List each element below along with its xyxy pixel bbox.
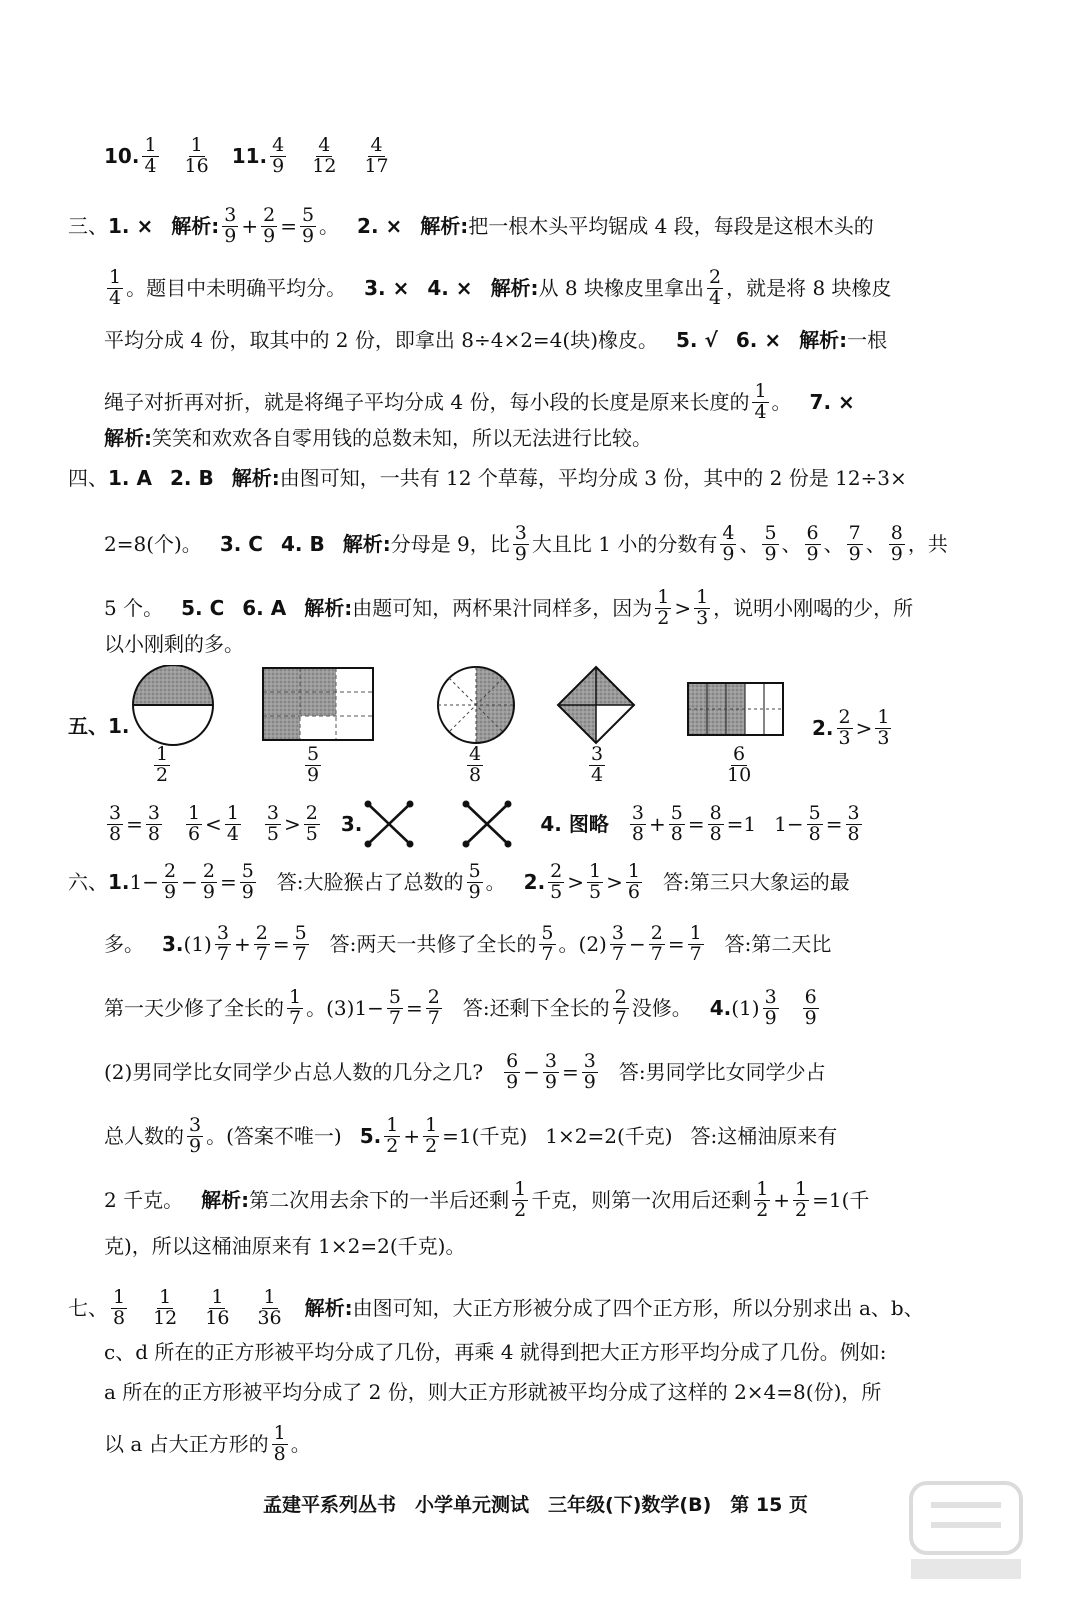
- text: 答:男同学比女同学少占: [618, 1060, 826, 1085]
- half-circle-figure: [133, 665, 213, 745]
- text: 第二次用去余下的一半后还剩: [249, 1188, 510, 1213]
- analysis-label: 解析:: [201, 1188, 250, 1213]
- text: 由图可知，大正方形被分成了四个正方形，所以分别求出 a、b、: [352, 1296, 924, 1321]
- fraction: $\frac{2}{3}$: [838, 706, 851, 749]
- fraction: $\frac{3}{9}$: [544, 1050, 558, 1093]
- sec3-line1: 三、 1. × 解析: $\frac{3}{9}$ + $\frac{2}{9}$ = $\frac{5}{9}$ 。 2. × 解析: 把一根木头平均锯成 4 段，每段是这根木头的: [68, 204, 874, 247]
- text: 、: [739, 532, 760, 557]
- sec6-line1: 六、 1. 1− $\frac{2}{9}$ − $\frac{2}{9}$ = $\frac{5}{9}$ 答:大脸猴占了总数的 $\frac{5}{9}$ 。 2. $\frac{2}{5}$ > $\frac{1}{5}$ > $\frac{1}{6}$ 答:第三只大象运的最: [68, 860, 850, 903]
- fraction: $\frac{1}{7}$: [289, 986, 302, 1029]
- sec4-line2: [104, 524, 961, 565]
- text: 。: [485, 870, 506, 895]
- text: (2): [578, 932, 607, 957]
- text: 。: [771, 390, 792, 415]
- fraction: $\frac{5}{9}$: [468, 860, 481, 903]
- text: 2=8(个)。: [104, 532, 202, 557]
- text: 以 a 占大正方形的: [104, 1432, 269, 1457]
- answer: 4.: [709, 996, 732, 1021]
- analysis-label: 解析:: [304, 1296, 353, 1321]
- fraction: $\frac{5}{7}$: [294, 922, 307, 965]
- eighths-circle-figure: [438, 667, 514, 743]
- fraction: $\frac{5}{8}$: [670, 801, 683, 845]
- page-footer: 孟建平系列丛书 小学单元测试 三年级(下)数学(B) 第 15 页: [263, 1494, 808, 1516]
- text: 。(答案不唯一): [206, 1124, 342, 1149]
- fraction: $\frac{3}{8}$: [847, 801, 860, 845]
- sec6-line3: 第一天少修了全长的 $\frac{1}{7}$ 。 (3) 1− $\frac{5}{7}$ = $\frac{2}{7}$ 答:还剩下全长的 $\frac{2}{7}$ 没修。 4. (1) $\frac{3}{9}$ $\frac{6}{9}$: [104, 986, 817, 1029]
- fraction: $\frac{5}{7}$: [388, 986, 402, 1029]
- analysis-label: 解析:: [420, 214, 469, 239]
- text: 答:这桶油原来有: [690, 1124, 838, 1149]
- fraction: $\frac{1}{4}$: [754, 380, 767, 423]
- fraction: $\frac{1}{16}$: [184, 134, 209, 177]
- sec5-line2: $\frac{3}{8}$ = $\frac{3}{8}$ $\frac{1}{6}$ < $\frac{1}{4}$ $\frac{3}{5}$ > $\frac{2}{5}$ 3. 4. 图略 $\frac{3}{8}$ + $\frac{5}{8}$ = $\frac{8}{8}$ =1 1− $\frac{5}{8}$ = $\frac{3}{8}$: [104, 800, 961, 848]
- fraction: $\frac{1}{2}$: [425, 1114, 438, 1157]
- fraction: $\frac{1}{7}$: [689, 922, 702, 965]
- fraction: $\frac{1}{3}$: [696, 586, 709, 629]
- fraction: $\frac{3}{9}$: [583, 1050, 596, 1093]
- fraction: $\frac{6}{9}$: [806, 522, 819, 565]
- fraction: $\frac{1}{3}$: [877, 706, 890, 749]
- section-tag: 四、: [68, 466, 108, 490]
- fraction: $\frac{5}{9}$: [301, 204, 315, 247]
- sec7-line4: [104, 1424, 961, 1465]
- fraction: $\frac{4}{9}$: [272, 134, 285, 177]
- fraction: $\frac{5}{8}$: [808, 801, 821, 845]
- text: 、: [781, 532, 802, 557]
- text: 1×2=2(千克): [545, 1124, 673, 1149]
- sec6-line5: 总人数的 $\frac{3}{9}$ 。(答案不唯一) 5. $\frac{1}{2}$ + $\frac{1}{2}$ =1(千克) 1×2=2(千克) 答:这桶油原来有: [104, 1114, 838, 1157]
- fraction: $\frac{1}{2}$: [514, 1178, 527, 1221]
- fraction: $\frac{3}{9}$: [224, 204, 237, 247]
- fraction: $\frac{5}{9}$: [241, 860, 254, 903]
- sec6-line2: 多。 3. (1) $\frac{3}{7}$ + $\frac{2}{7}$ = $\frac{5}{7}$ 答:两天一共修了全长的 $\frac{5}{7}$ 。 (2) $\frac{3}{7}$ − $\frac{2}{7}$ = $\frac{1}{7}$ 答:第二天比: [104, 922, 832, 965]
- fraction: $\frac{3}{9}$: [764, 986, 777, 1029]
- sec4-line1: [68, 468, 961, 488]
- fig-label: $\frac{3}{4}$: [591, 743, 604, 786]
- sec6-line7: [104, 1236, 961, 1256]
- answer: 3.: [340, 812, 363, 836]
- text: =1(千: [812, 1188, 870, 1213]
- text: 2 千克。: [104, 1188, 184, 1213]
- fraction: $\frac{1}{2}$: [386, 1114, 399, 1157]
- text: 没修。: [631, 996, 692, 1021]
- fraction: $\frac{2}{7}$: [255, 922, 268, 965]
- text: 5 个。: [104, 596, 164, 621]
- answer: 1. ×: [108, 214, 154, 239]
- text: 千克，则第一次用后还剩: [531, 1188, 752, 1213]
- answer: 2.: [812, 716, 834, 741]
- tenths-rectangle-figure: [688, 683, 783, 735]
- fraction: $\frac{3}{9}$: [514, 522, 527, 565]
- fraction: $\frac{6}{9}$: [804, 986, 817, 1029]
- fraction: $\frac{2}{7}$: [427, 986, 440, 1029]
- text: 从 8 块橡皮里拿出: [538, 276, 705, 301]
- fraction: $\frac{2}{9}$: [164, 860, 177, 903]
- text: 以小刚剩的多。: [104, 632, 244, 656]
- analysis-label: 解析:: [342, 532, 391, 557]
- fraction: $\frac{4}{17}$: [364, 134, 389, 177]
- fraction: $\frac{1}{6}$: [627, 860, 640, 903]
- text: 答:第二天比: [724, 932, 832, 957]
- fraction: $\frac{2}{7}$: [614, 986, 627, 1029]
- analysis-label: 解析:: [799, 328, 848, 352]
- text: ，就是将 8 块橡皮: [726, 276, 892, 301]
- analysis-label: 解析:: [104, 426, 152, 450]
- fig-label: $\frac{1}{2}$: [156, 743, 169, 786]
- fig-label: $\frac{5}{9}$: [307, 743, 320, 786]
- sec5-q2: 2. $\frac{2}{3}$ > $\frac{1}{3}$: [812, 706, 890, 749]
- fraction: $\frac{4}{12}$: [312, 134, 337, 177]
- fraction: $\frac{2}{4}$: [709, 266, 722, 309]
- analysis-label: 解析:: [171, 214, 220, 239]
- text: 一根: [847, 328, 888, 352]
- section-tag: 七、: [68, 1296, 108, 1321]
- fraction: $\frac{3}{9}$: [189, 1114, 202, 1157]
- text: 总人数的: [104, 1124, 184, 1149]
- fraction: $\frac{1}{4}$: [144, 134, 157, 177]
- text: 笑笑和欢欢各自零用钱的总数未知，所以无法进行比较。: [152, 426, 652, 450]
- text: 、: [823, 532, 844, 557]
- matching-lines-figure: [362, 800, 522, 848]
- text: c、d 所在的正方形被平均分成了几份，再乘 4 就得到把大正方形平均分成了几份。例如:: [104, 1340, 887, 1364]
- text: 、: [865, 532, 886, 557]
- diamond-figure: [558, 667, 634, 743]
- text: (1): [731, 996, 760, 1021]
- fraction: $\frac{1}{2}$: [756, 1178, 769, 1221]
- fraction: $\frac{5}{7}$: [541, 922, 554, 965]
- fraction: $\frac{6}{9}$: [506, 1050, 519, 1093]
- answer: 5. C: [181, 596, 225, 621]
- answer: 6. ×: [735, 328, 782, 352]
- analysis-label: 解析:: [231, 466, 280, 490]
- fraction: $\frac{1}{16}$: [205, 1286, 230, 1329]
- fraction: $\frac{3}{8}$: [147, 801, 160, 845]
- fraction: $\frac{2}{7}$: [650, 922, 663, 965]
- section-tag: 五、1.: [68, 714, 130, 738]
- sec6-line4: (2)男同学比女同学少占总人数的几分之几? $\frac{6}{9}$ − $\frac{3}{9}$ = $\frac{3}{9}$ 答:男同学比女同学少占: [104, 1050, 826, 1093]
- sec3-line3: [104, 330, 961, 350]
- fraction: $\frac{1}{8}$: [113, 1286, 126, 1329]
- fraction: $\frac{3}{5}$: [266, 801, 279, 845]
- item-10: 10.: [104, 144, 140, 169]
- fraction: $\frac{3}{8}$: [109, 801, 122, 845]
- answer: 2.: [523, 870, 546, 895]
- sec3-line2: [104, 268, 961, 309]
- answer: 3. ×: [364, 276, 410, 301]
- text: 答:还剩下全长的: [462, 996, 610, 1021]
- sec3-line5: [104, 428, 961, 448]
- fraction: $\frac{1}{4}$: [109, 266, 122, 309]
- fraction: $\frac{3}{8}$: [631, 801, 644, 845]
- answer: 1. A: [108, 466, 152, 490]
- answer: 4. 图略: [540, 812, 609, 836]
- fraction: $\frac{3}{7}$: [216, 922, 229, 965]
- text: 。: [290, 1432, 311, 1457]
- answer: 7. ×: [809, 390, 855, 415]
- text: 大且比 1 小的分数有: [531, 532, 718, 557]
- answer: 3.: [162, 932, 184, 957]
- fraction: $\frac{2}{5}$: [550, 860, 563, 903]
- sec7-line2: [104, 1342, 961, 1362]
- text: 把一根木头平均锯成 4 段，每段是这根木头的: [468, 214, 874, 239]
- answer: 5. √: [676, 328, 718, 352]
- sec3-line4: [104, 382, 961, 423]
- fig-label: $\frac{6}{10}$: [727, 743, 752, 786]
- text: ，共: [907, 532, 948, 557]
- text: a 所在的正方形被平均分成了 2 份，则大正方形就被平均分成了这样的 2×4=8(份)，所: [104, 1380, 882, 1404]
- text: 答:两天一共修了全长的: [329, 932, 537, 957]
- fraction: $\frac{2}{9}$: [263, 204, 276, 247]
- text: 由题可知，两杯果汁同样多，因为: [352, 596, 653, 621]
- text: 多。: [104, 932, 144, 957]
- fraction: $\frac{1}{4}$: [226, 801, 239, 845]
- answer: 6. A: [242, 596, 287, 621]
- fraction: $\frac{1}{5}$: [589, 860, 602, 903]
- sec6-line6: 2 千克。 解析: 第二次用去余下的一半后还剩 $\frac{1}{2}$ 千克，则第一次用后还剩 $\frac{1}{2}$ + $\frac{1}{2}$ =1(千: [104, 1178, 870, 1221]
- item-11: 11.: [231, 144, 268, 169]
- watermark-logo: [901, 1475, 1031, 1585]
- fraction: $\frac{1}{6}$: [187, 801, 201, 845]
- text: 分母是 9，比: [390, 532, 510, 557]
- answer: 1.: [108, 870, 130, 895]
- text: 。: [306, 996, 327, 1021]
- text: (2)男同学比女同学少占总人数的几分之几?: [104, 1060, 484, 1085]
- sec4-line3: 5 个。 5. C 6. A 解析: 由题可知，两杯果汁同样多，因为 $\frac{1}{2}$ > $\frac{1}{3}$ ，说明小刚喝的少，所: [104, 586, 914, 629]
- section-tag: 六、: [68, 870, 108, 895]
- fraction: $\frac{2}{9}$: [202, 860, 215, 903]
- fraction: $\frac{3}{7}$: [611, 922, 624, 965]
- answer: 4. B: [280, 532, 325, 557]
- text: ，说明小刚喝的少，所: [713, 596, 914, 621]
- fraction: $\frac{5}{9}$: [764, 522, 777, 565]
- answer: 2. B: [169, 466, 214, 490]
- text: 平均分成 4 份，取其中的 2 份，即拿出 8÷4×2=4(块)橡皮。: [104, 328, 659, 352]
- rectangle-grid-figure: [263, 668, 373, 740]
- fig-label: $\frac{4}{8}$: [469, 743, 482, 786]
- text: 答:大脸猴占了总数的: [276, 870, 464, 895]
- row-10-11: [104, 136, 961, 177]
- fraction: $\frac{2}{5}$: [305, 801, 318, 845]
- fraction: $\frac{1}{8}$: [273, 1422, 286, 1465]
- sec7-line3: [104, 1382, 961, 1402]
- sec4-line4: [104, 634, 961, 654]
- text: 第一天少修了全长的: [104, 996, 284, 1021]
- analysis-label: 解析:: [490, 276, 539, 301]
- answer: 4. ×: [427, 276, 473, 301]
- text: 。题目中未明确平均分。: [126, 276, 347, 301]
- fraction: $\frac{8}{8}$: [709, 801, 722, 845]
- fraction: $\frac{4}{9}$: [722, 522, 735, 565]
- answer: 5.: [359, 1124, 382, 1149]
- text: =1(千克): [442, 1124, 528, 1149]
- fraction: $\frac{1}{36}$: [257, 1286, 282, 1329]
- section-tag: 三、: [68, 214, 108, 239]
- answer: 3. C: [219, 532, 263, 557]
- text: (1): [183, 932, 212, 957]
- text: 。: [558, 932, 579, 957]
- fraction: $\frac{1}{12}$: [153, 1286, 178, 1329]
- answer: 2. ×: [357, 214, 403, 239]
- text: 克)，所以这桶油原来有 1×2=2(千克)。: [104, 1234, 466, 1258]
- text: (3): [326, 996, 355, 1021]
- fraction: $\frac{7}{9}$: [848, 522, 861, 565]
- analysis-label: 解析:: [304, 596, 353, 621]
- text: 。: [319, 214, 340, 239]
- fraction: $\frac{1}{2}$: [657, 586, 670, 629]
- text: 绳子对折再对折，就是将绳子平均分成 4 份，每小段的长度是原来长度的: [104, 390, 750, 415]
- text: 由图可知，一共有 12 个草莓，平均分成 3 份，其中的 2 份是 12÷3×: [279, 466, 907, 490]
- fraction: $\frac{8}{9}$: [890, 522, 903, 565]
- text: 答:第三只大象运的最: [662, 870, 850, 895]
- sec7-line1: [68, 1288, 961, 1329]
- fraction: $\frac{1}{2}$: [795, 1178, 808, 1221]
